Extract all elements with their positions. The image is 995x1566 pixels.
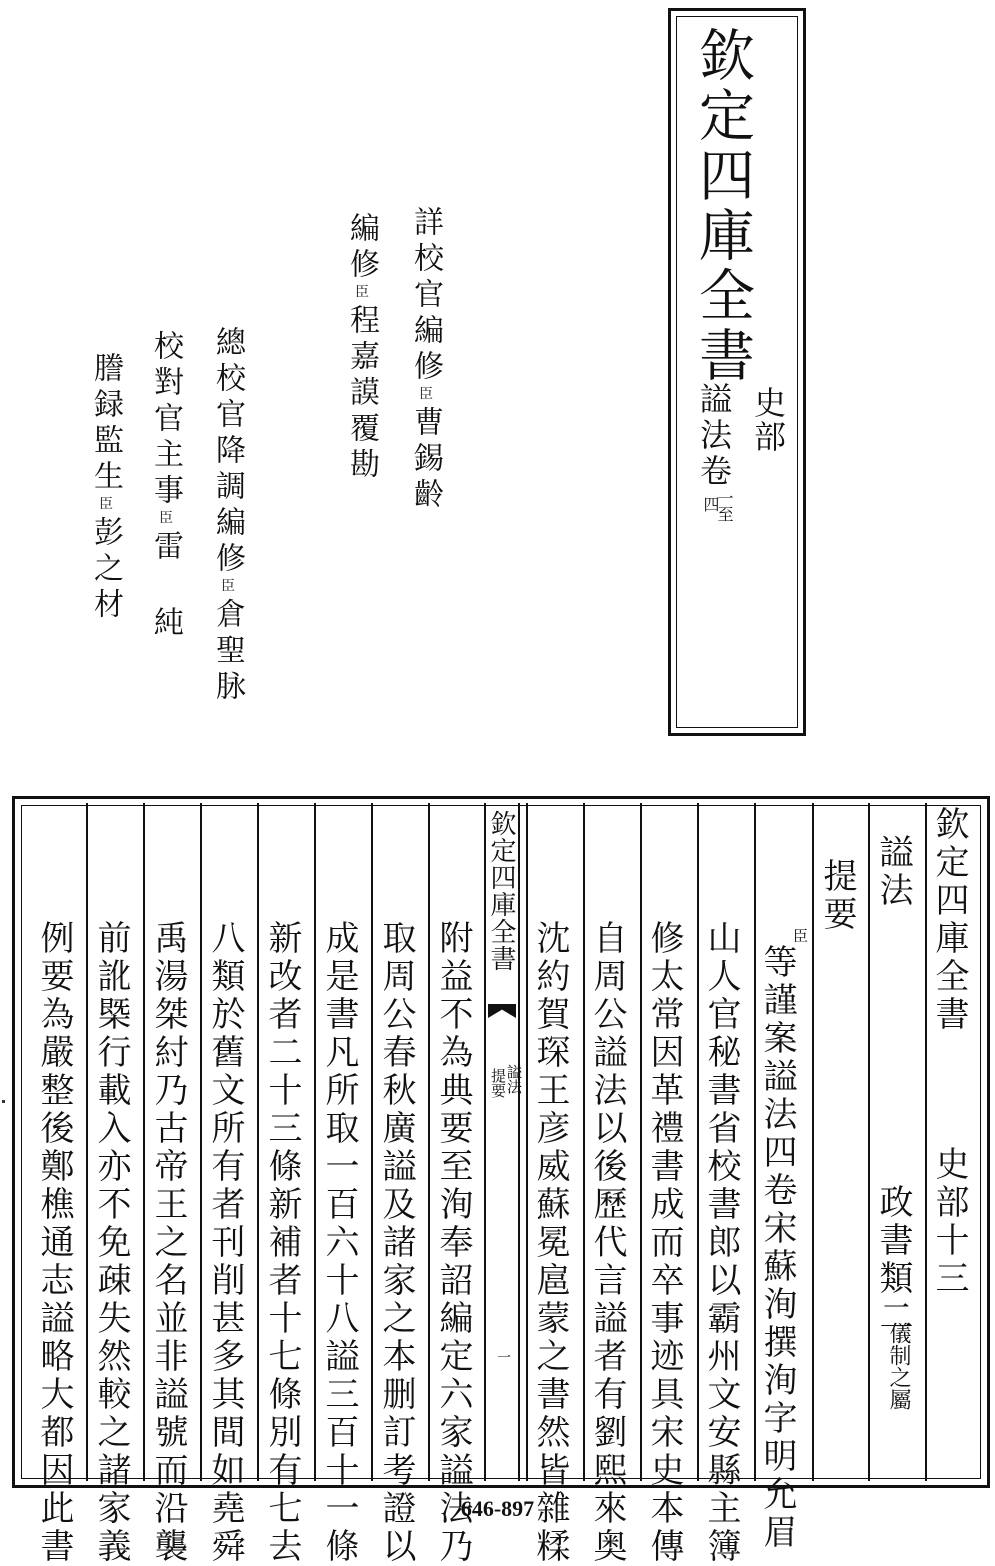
cover-volume: 謚法卷 [695, 382, 733, 490]
text-column-12: 前訛槩行載入亦不免疎失然較之諸家義 [91, 920, 131, 1566]
text-column-5: 沈約賀琛王彦威蘇冕扈蒙之書然皆雜糅 [530, 920, 570, 1566]
column-rule [200, 803, 202, 1481]
credit-chief-proofreader: 總校官降調編修臣倉聖脉 [210, 326, 245, 706]
center-title: 欽定四庫全書 [486, 810, 516, 972]
column-rule [143, 803, 145, 1481]
text-column-9: 新改者二十三條新補者十七條別有七去 [262, 920, 302, 1566]
text-column-7: 取周公春秋廣謚及諸家之本删訂考證以 [376, 920, 416, 1566]
column-rule [314, 803, 316, 1481]
text-column-8: 成是書凡所取一百六十八謚三百十一條 [319, 920, 359, 1566]
page-code: 646-897 [460, 1496, 535, 1521]
column-rule [428, 803, 430, 1481]
classification: 政書類二 [873, 1184, 913, 1336]
column-rule [371, 803, 373, 1481]
text-column-10: 八類於舊文所有者刊削甚多其間如堯舜 [205, 920, 245, 1566]
text-column-11: 禹湯桀紂乃古帝王之名並非謚號而沿襲 [148, 920, 188, 1566]
page-header-category: 史部十三 [929, 1146, 969, 1298]
column-rule [925, 803, 927, 1481]
text-column-6: 附益不為典要至洵奉詔編定六家謚法乃 [433, 920, 473, 1566]
text-column-4: 自周公謚法以後歷代言謚者有劉熙來奥 [587, 920, 627, 1566]
center-page-number: 一 [495, 1350, 511, 1364]
cover-volume-range-2: 四 [701, 496, 720, 512]
margin-mark [2, 1100, 5, 1103]
text-column-2: 山人官秘書省校書郎以霸州文安縣主簿 [701, 920, 741, 1566]
cover-volume-range-1: 一至 [715, 490, 734, 522]
credit-compiler: 編修臣程嘉謨覆勘 [344, 212, 379, 484]
page-header-title: 欽定四庫全書 [929, 806, 969, 1034]
column-rule [640, 803, 642, 1481]
column-rule [868, 803, 870, 1481]
credit-copyist: 謄録監生臣彭之材 [88, 352, 123, 624]
column-rule [86, 803, 88, 1481]
center-rule-left [518, 803, 520, 1481]
text-column-1: 等謹案謚法四卷宋蘇洵撰洵字明允眉 [757, 944, 797, 1552]
text-column-13: 例要為嚴整後鄭樵通志謚略大都因此書 [34, 920, 74, 1566]
cover-title: 欽定四庫全書 [690, 26, 755, 386]
classification-sub: 儀制之屬 [886, 1322, 911, 1410]
center-note-1: 謚法 [505, 1064, 523, 1094]
text-column-3: 修太常因革禮書成而卒事迹具宋史本傳 [644, 920, 684, 1566]
column-rule [257, 803, 259, 1481]
section-heading: 提要 [817, 858, 857, 934]
column-rule [583, 803, 585, 1481]
book-name: 謚法 [873, 834, 913, 910]
minister-mark: 臣 [791, 928, 809, 943]
column-rule [526, 803, 528, 1481]
column-rule [697, 803, 699, 1481]
cover-category: 史部 [749, 386, 787, 454]
credit-detail-proofreader: 詳校官編修臣曹錫齡 [408, 206, 443, 514]
column-rule [812, 803, 814, 1481]
column-rule [754, 803, 756, 1481]
credit-collator: 校對官主事臣雷純 [148, 330, 183, 642]
center-note-2: 提要 [489, 1068, 507, 1098]
